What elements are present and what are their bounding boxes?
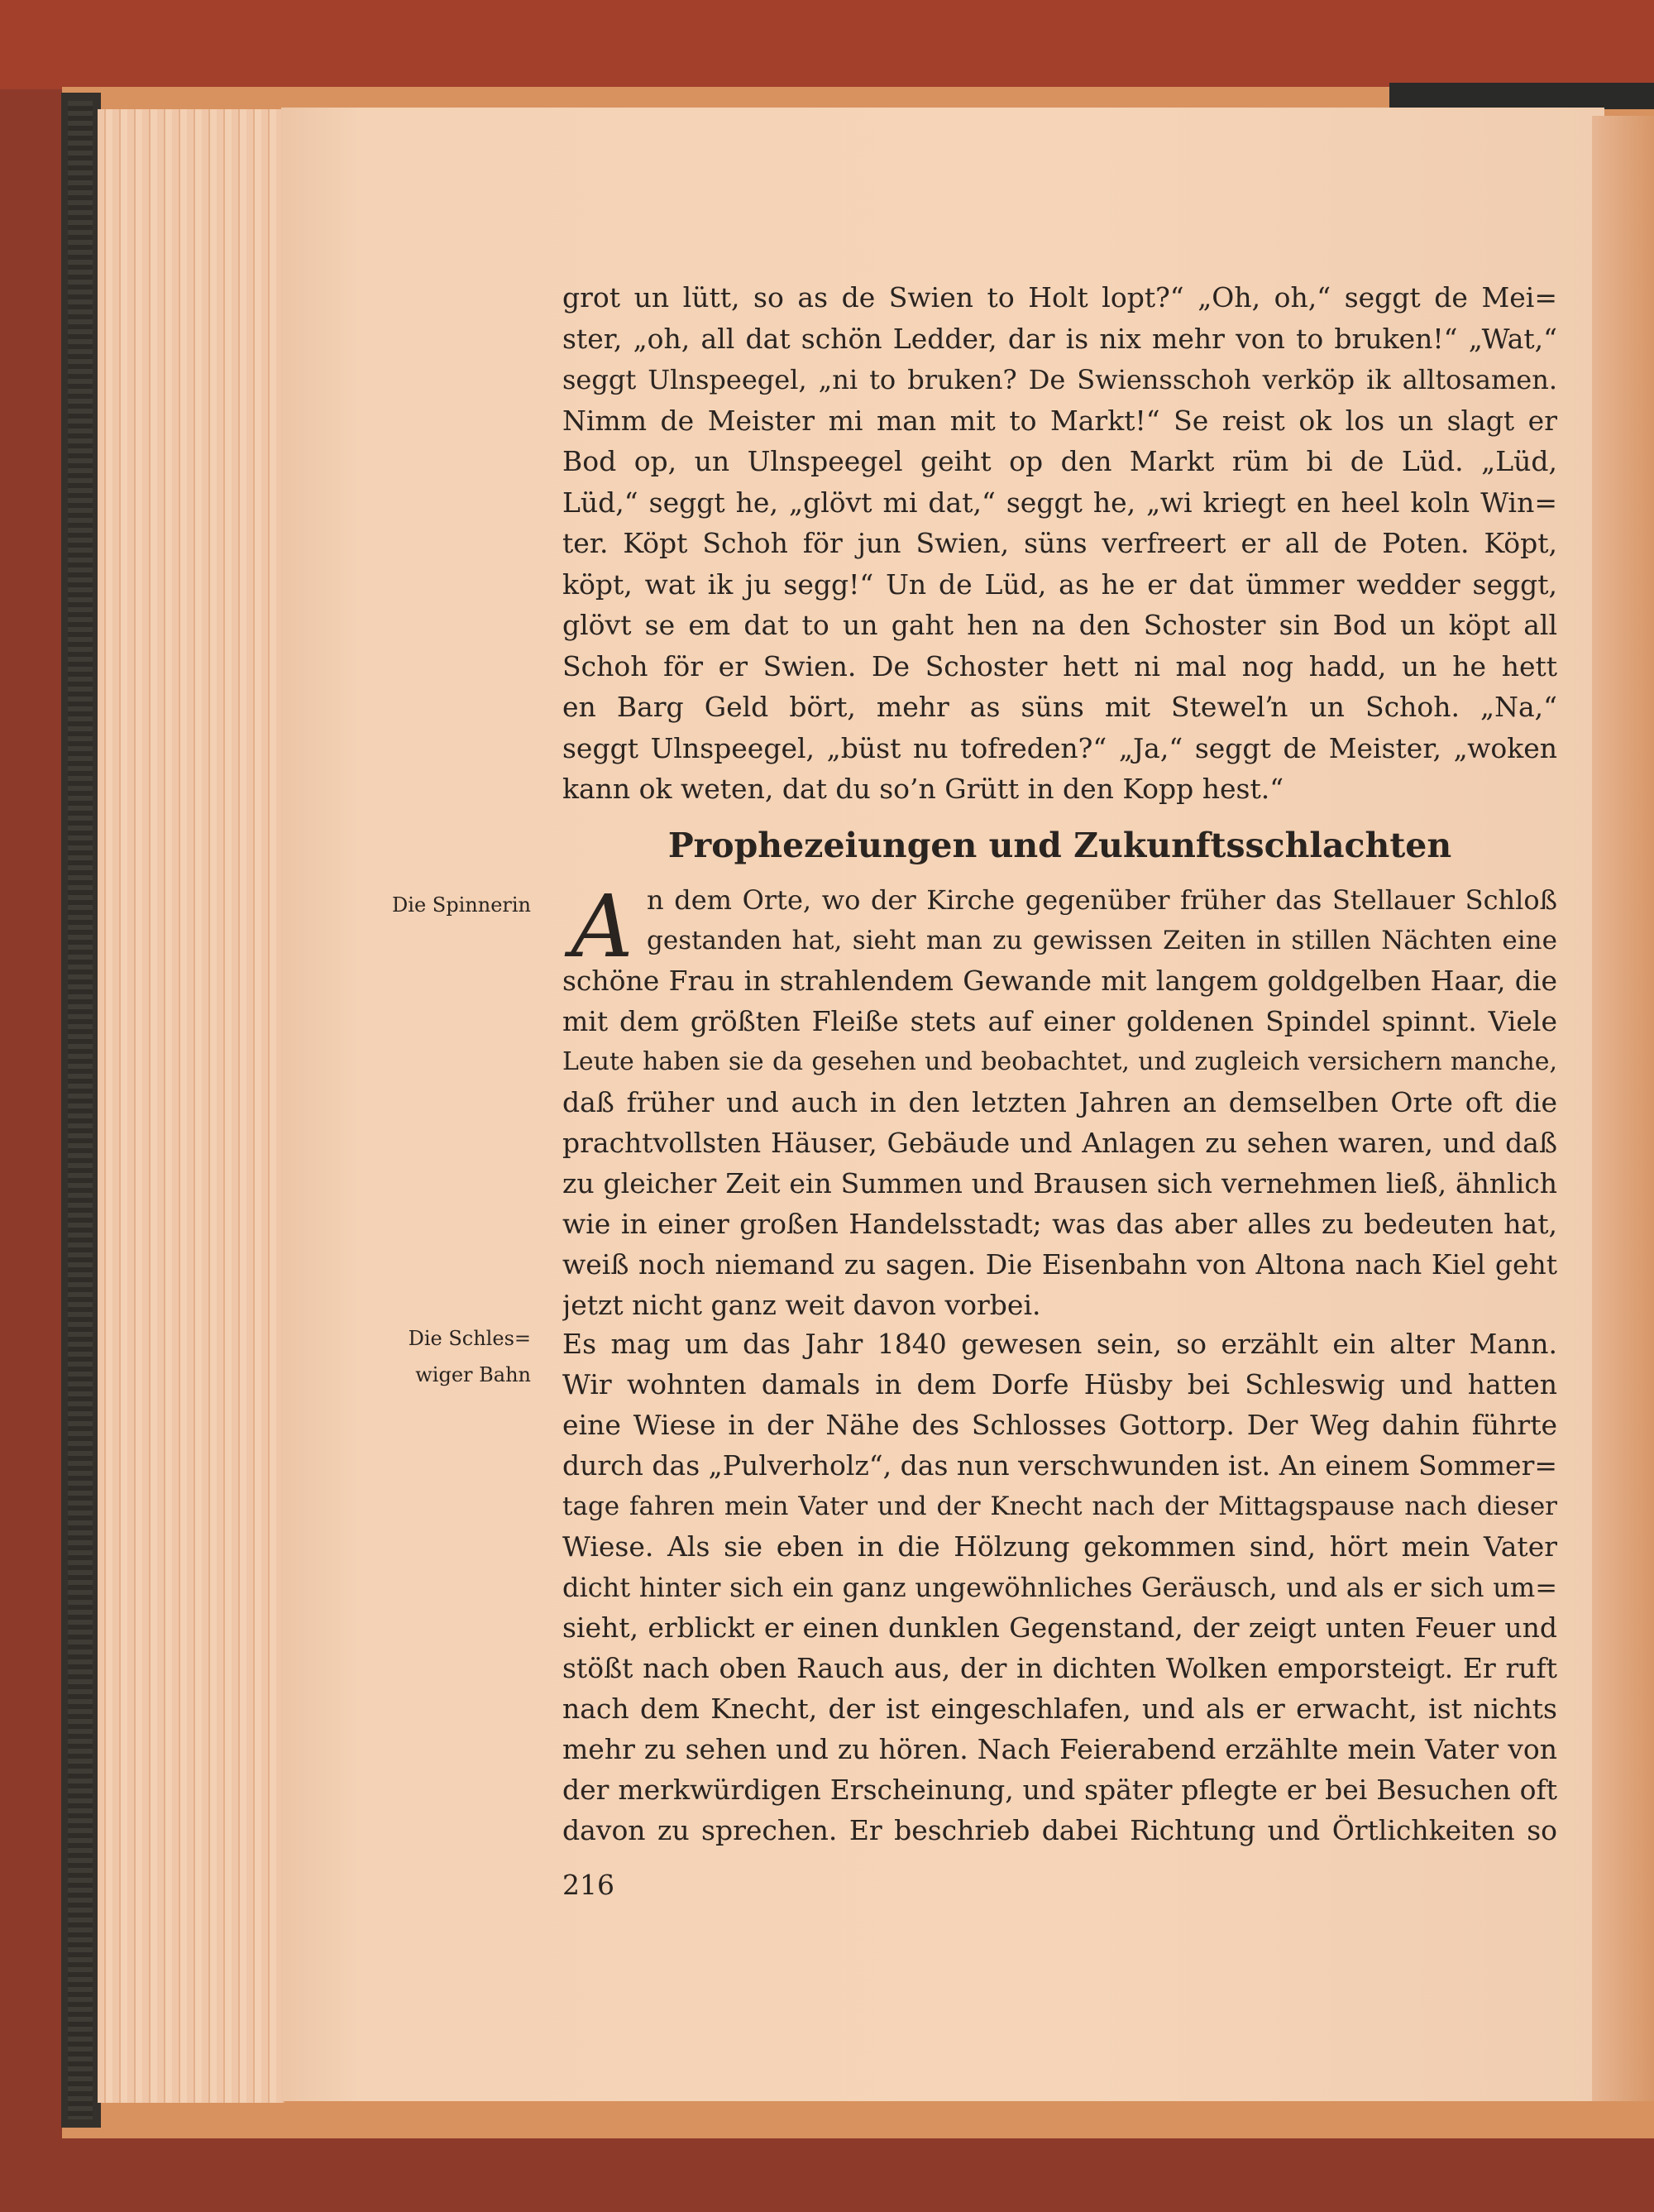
text-line: ter. Köpt Schoh för jun Swien, süns verfreert er all de Poten. Köpt, [562, 527, 1557, 559]
text-line: schöne Frau in strahlendem Gewande mit langem goldgelben Haar, die [562, 965, 1557, 997]
text-line: mehr zu sehen und zu hören. Nach Feierabend erzählte mein Vater von [562, 1733, 1557, 1765]
text-line: seggt Ulnspeegel, „büst nu tofreden?“ „Ja,“ seggt de Meister, „woken [562, 732, 1557, 764]
text-line: dicht hinter sich ein ganz ungewöhnliches Geräusch, und als er sich um= [562, 1572, 1557, 1603]
text-line: mit dem größten Fleiße stets auf einer goldenen Spindel spinnt. Viele [562, 1005, 1557, 1037]
text-line: Nimm de Meister mi man mit to Markt!“ Se reist ok los un slagt er [562, 405, 1557, 437]
text-line: Lüd,“ seggt he, „glövt mi dat,“ seggt he, „wi kriegt en heel koln Win= [562, 486, 1557, 519]
text-line: seggt Ulnspeegel, „ni to bruken? De Swiensschoh verköp ik alltosamen. [562, 364, 1557, 395]
text-line: wie in einer großen Handelsstadt; was das aber alles zu bedeuten hat, [562, 1208, 1557, 1240]
text-line: zu gleicher Zeit ein Summen und Brausen sich vernehmen ließ, ähnlich [562, 1167, 1557, 1199]
text-line: Bod op, un Ulnspeegel geiht op den Markt rüm bi de Lüd. „Lüd, [562, 445, 1557, 477]
text-line: Wiese. Als sie eben in die Hölzung gekommen sind, hört mein Vater [562, 1530, 1557, 1563]
text-line: sieht, erblickt er einen dunklen Gegenstand, der zeigt unten Feuer und [562, 1611, 1557, 1644]
text-line: prachtvollsten Häuser, Gebäude und Anlagen zu sehen waren, und daß [562, 1127, 1557, 1159]
text-line: durch das „Pulverholz“, das nun verschwunden ist. An einem Sommer= [562, 1449, 1557, 1482]
text-line: der merkwürdigen Erscheinung, und später pflegte er bei Besuchen oft [562, 1774, 1557, 1806]
text-line: nach dem Knecht, der ist eingeschlafen, und als er erwacht, ist nichts [562, 1693, 1557, 1725]
text-line: daß früher und auch in den letzten Jahren an demselben Orte oft die [562, 1086, 1557, 1118]
text-line: n dem Orte, wo der Kirche gegenüber früher das Stellauer Schloß [647, 884, 1557, 916]
text-line: tage fahren mein Vater und der Knecht nach der Mittagspause nach dieser [562, 1491, 1557, 1521]
text-line: glövt se em dat to un gaht hen na den Schoster sin Bod un köpt all [562, 609, 1557, 641]
page-number: 216 [562, 1869, 614, 1901]
text-line: en Barg Geld bört, mehr as süns mit Stewelŉ un Schoh. „Na,“ [562, 691, 1557, 723]
section-heading: Prophezeiungen und Zukunftsschlachten [667, 826, 1452, 865]
text-line: eine Wiese in der Nähe des Schlosses Gottorp. Der Weg dahin führte [562, 1409, 1557, 1441]
text-line: ster, „oh, all dat schön Ledder, dar is nix mehr von to bruken!“ „Wat,“ [562, 323, 1557, 355]
margin-note-schleswiger-bahn-1: Die Schles= [408, 1327, 531, 1350]
page-right-edge [1592, 116, 1654, 2101]
page-edges [98, 109, 284, 2103]
cover-corner-dark [1389, 83, 1654, 109]
margin-note-schleswiger-bahn-2: wiger Bahn [415, 1363, 531, 1386]
text-line: Schoh för er Swien. De Schoster hett ni mal nog hadd, un he hett [562, 650, 1557, 682]
text-line: grot un lütt, so as de Swien to Holt lopt?“ „Oh, oh,“ seggt de Mei= [562, 281, 1557, 314]
text-line: köpt, wat ik ju segg!“ Un de Lüd, as he er dat ümmer wedder seggt, [562, 568, 1557, 601]
text-line: stößt nach oben Rauch aus, der in dichten Wolken emporsteigt. Er ruft [562, 1652, 1557, 1684]
text-line: Leute haben sie da gesehen und beobachtet, und zugleich versichern manche, [562, 1047, 1557, 1076]
book-spine-binding [61, 93, 101, 2128]
text-line: jetzt nicht ganz weit davon vorbei. [562, 1289, 1041, 1321]
text-line: Wir wohnten damals in dem Dorfe Hüsby bei Schleswig und hatten [562, 1368, 1557, 1400]
text-line: weiß noch niemand zu sagen. Die Eisenbahn von Altona nach Kiel geht [562, 1248, 1557, 1281]
text-line: gestanden hat, sieht man zu gewissen Zeiten in stillen Nächten eine [647, 926, 1557, 955]
text-line: davon zu sprechen. Er beschrieb dabei Richtung und Örtlichkeiten so [562, 1814, 1557, 1846]
text-line: kann ok weten, dat du so’n Grütt in den Kopp hest.“ [562, 773, 1284, 805]
background-top [0, 0, 1654, 89]
margin-note-spinnerin: Die Spinnerin [392, 893, 531, 917]
drop-cap: A [571, 876, 633, 977]
text-line: Es mag um das Jahr 1840 gewesen sein, so erzählt ein alter Mann. [562, 1328, 1557, 1360]
